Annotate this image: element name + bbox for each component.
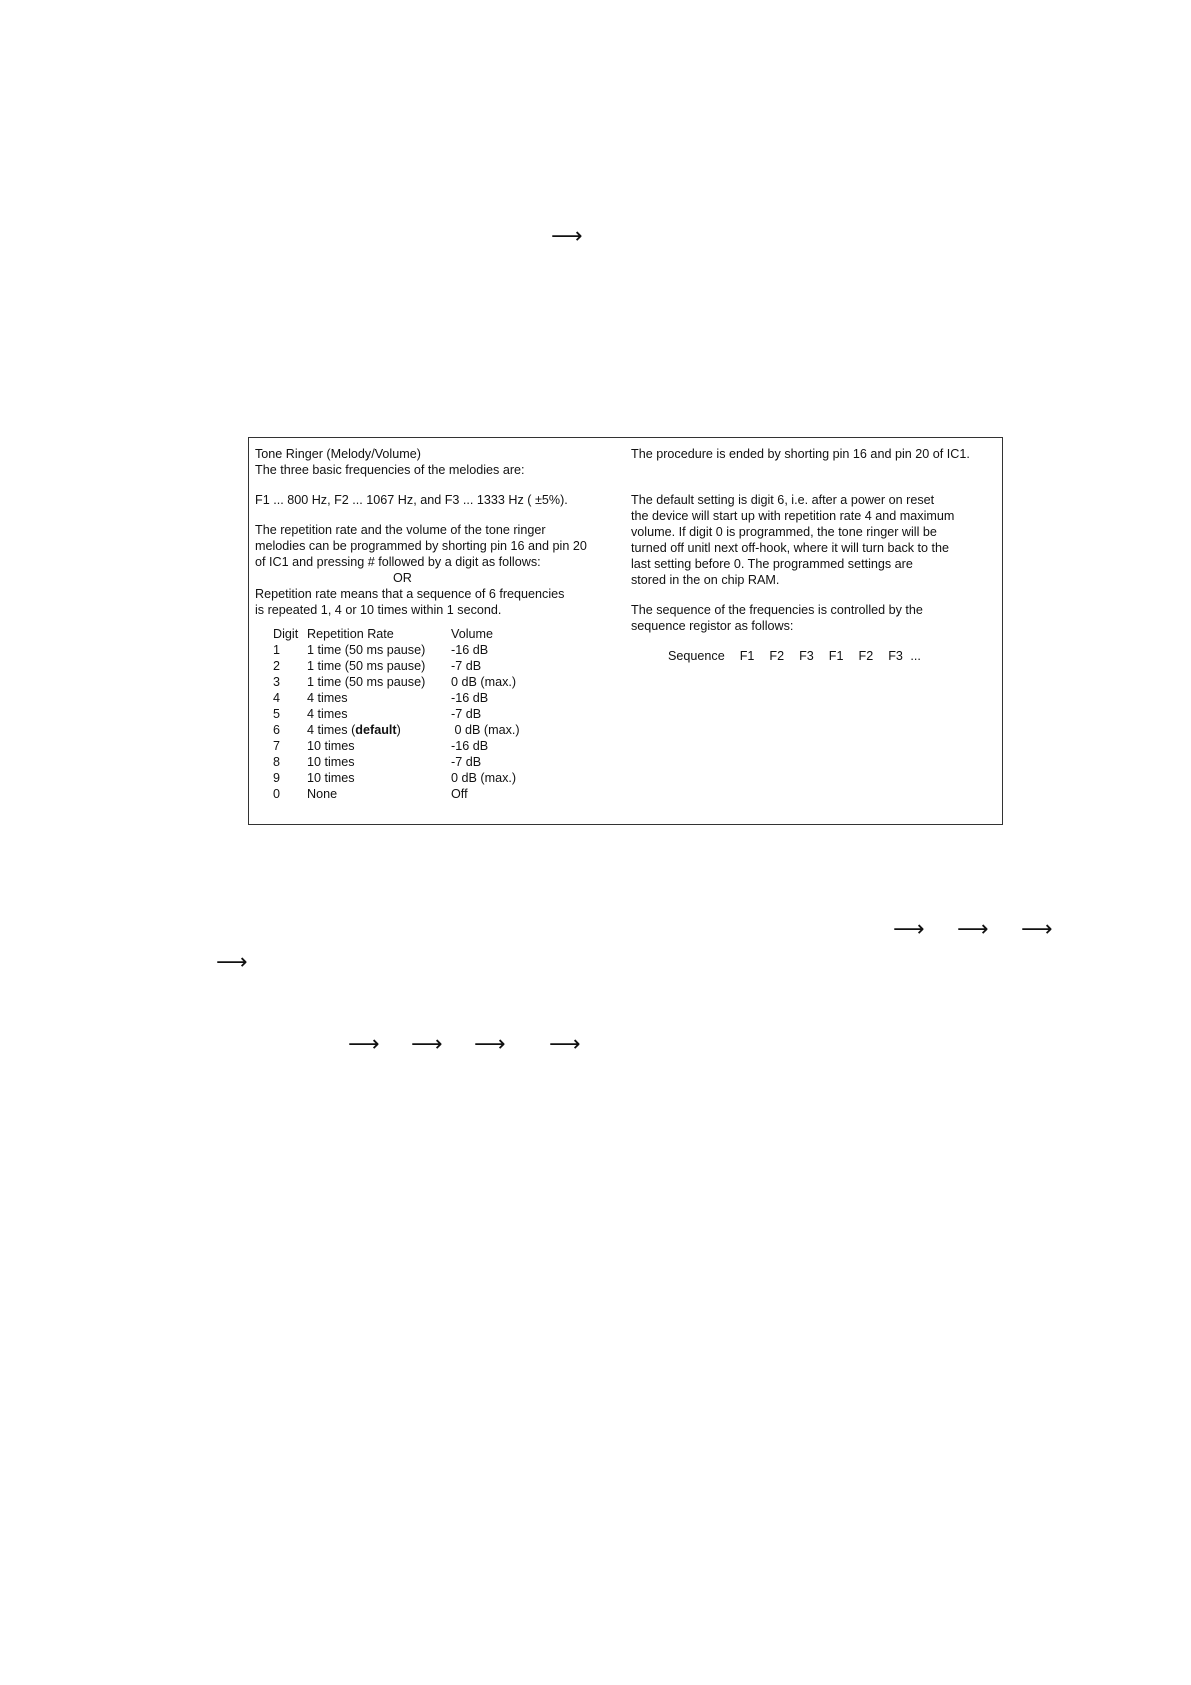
arrow-icon: ⟶ <box>216 950 248 975</box>
rate-cell: 10 times <box>307 755 355 769</box>
arrow-icon: ⟶ <box>348 1032 380 1057</box>
tone-ringer-box <box>248 437 1003 825</box>
table-row <box>273 642 561 658</box>
header-volume: Volume <box>451 627 494 641</box>
default-setting-line: last setting before 0. The programmed settings are <box>631 557 913 571</box>
volume-cell: 0 dB (max.) <box>451 723 520 737</box>
rate-cell: 1 time (50 ms pause) <box>307 675 426 689</box>
volume-cell: -16 dB <box>451 691 489 705</box>
digit-cell: 5 <box>273 707 281 721</box>
left-column <box>255 446 625 802</box>
frequencies-text: F1 ... 800 Hz, F2 ... 1067 Hz, and F3 ... 1333 Hz ( ±5%). <box>255 493 568 507</box>
default-setting-line: turned off unitl next off-hook, where it will turn back to the <box>631 541 950 555</box>
rate-cell: 4 times <box>307 691 348 705</box>
header-repetition-rate: Repetition Rate <box>307 627 394 641</box>
rate-cell: 10 times <box>307 771 355 785</box>
arrow-icon: ⟶ <box>551 224 583 249</box>
rate-cell: 1 time (50 ms pause) <box>307 643 426 657</box>
digit-cell: 2 <box>273 659 281 673</box>
rate-cell: 4 times <box>307 707 348 721</box>
default-setting-line: stored in the on chip RAM. <box>631 573 780 587</box>
header-digit: Digit <box>273 627 299 641</box>
programming-line: melodies can be programmed by shorting pin 16 and pin 20 <box>255 539 587 553</box>
digit-table <box>273 626 561 802</box>
rate-cell: 1 time (50 ms pause) <box>307 659 426 673</box>
volume-cell: -7 dB <box>451 659 482 673</box>
table-row <box>273 754 561 770</box>
digit-cell: 6 <box>273 723 281 737</box>
sequence-text: Sequence F1 F2 F3 F1 F2 F3 ... <box>668 649 921 663</box>
programming-line: The repetition rate and the volume of the tone ringer <box>255 523 546 537</box>
default-marker: default <box>355 723 397 737</box>
volume-cell: -16 dB <box>451 739 489 753</box>
rate-text-after: ) <box>396 723 401 737</box>
table-row <box>273 770 561 786</box>
arrow-icon: ⟶ <box>549 1032 581 1057</box>
table-row <box>273 786 561 802</box>
intro-text: The three basic frequencies of the melodies are: <box>255 463 525 477</box>
or-text: OR <box>393 571 412 585</box>
digit-cell: 9 <box>273 771 281 785</box>
table-row <box>273 690 561 706</box>
arrow-icon: ⟶ <box>957 917 989 942</box>
repetition-note-line: is repeated 1, 4 or 10 times within 1 second. <box>255 603 502 617</box>
volume-cell: 0 dB (max.) <box>451 675 517 689</box>
arrow-icon: ⟶ <box>474 1032 506 1057</box>
volume-cell: -7 dB <box>451 707 482 721</box>
table-row <box>273 658 561 674</box>
arrow-icon: ⟶ <box>411 1032 443 1057</box>
table-header-row <box>273 626 561 642</box>
digit-cell: 7 <box>273 739 281 753</box>
sequence-intro-line: The sequence of the frequencies is controlled by the <box>631 603 923 617</box>
digit-cell: 0 <box>273 787 281 801</box>
rate-cell <box>307 722 451 738</box>
table-row <box>273 706 561 722</box>
volume-cell: -7 dB <box>451 755 482 769</box>
digit-cell: 3 <box>273 675 281 689</box>
arrow-icon: ⟶ <box>893 917 925 942</box>
table-row <box>273 738 561 754</box>
sequence-intro-line: sequence registor as follows: <box>631 619 794 633</box>
arrow-icon: ⟶ <box>1021 917 1053 942</box>
rate-text: 4 times ( <box>307 723 356 737</box>
section-heading: Tone Ringer (Melody/Volume) <box>255 447 421 461</box>
volume-cell: Off <box>451 787 468 801</box>
rate-cell: 10 times <box>307 739 355 753</box>
default-setting-line: volume. If digit 0 is programmed, the tone ringer will be <box>631 525 937 539</box>
repetition-note-line: Repetition rate means that a sequence of 6 frequencies <box>255 587 565 601</box>
default-setting-line: the device will start up with repetition rate 4 and maximum <box>631 509 955 523</box>
table-row <box>273 722 561 738</box>
digit-cell: 4 <box>273 691 281 705</box>
volume-cell: 0 dB (max.) <box>451 771 517 785</box>
default-setting-line: The default setting is digit 6, i.e. after a power on reset <box>631 493 935 507</box>
right-column <box>631 446 999 664</box>
digit-cell: 8 <box>273 755 281 769</box>
end-procedure-text: The procedure is ended by shorting pin 16 and pin 20 of IC1. <box>631 447 970 461</box>
programming-line: of IC1 and pressing # followed by a digit as follows: <box>255 555 541 569</box>
volume-cell: -16 dB <box>451 643 489 657</box>
table-row <box>273 674 561 690</box>
digit-cell: 1 <box>273 643 281 657</box>
rate-cell: None <box>307 787 338 801</box>
